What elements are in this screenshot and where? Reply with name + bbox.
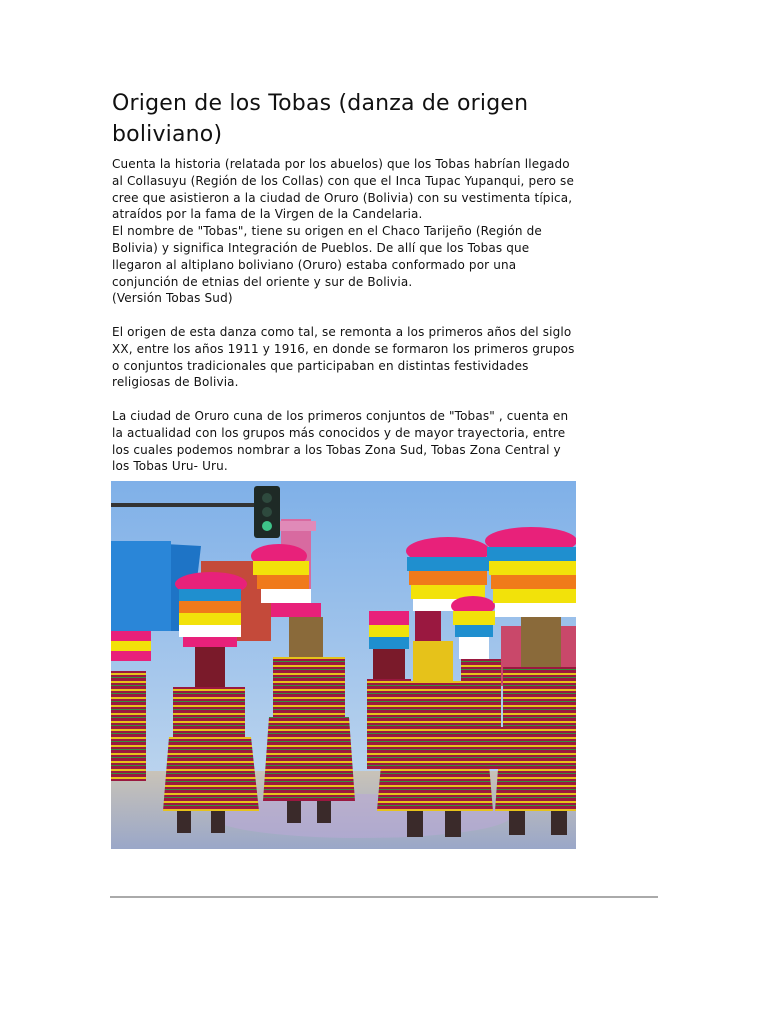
paragraph-history: Cuenta la historia (relatada por los abuelos) que los Tobas habrían llegado al Collasuyu (Región de los Collas) con que el Inca Tupac Yupanqui, pero se cree que asistieron a la ciudad de Oruro (Bolivia) con su vestimenta típica, atraídos por la fama de la Virgen de la Candelaria. xyxy=(112,157,574,222)
tobas-dancers-photo xyxy=(111,481,576,849)
paragraph-oruro-groups: La ciudad de Oruro cuna de los primeros conjuntos de "Tobas" , cuenta en la actualidad con los grupos más conocidos y de mayor trayectoria, entre los cuales podemos nombrar a los Tobas Zona Sud, Tobas Zona Central y los Tobas Uru- Uru. xyxy=(112,408,569,474)
page-title: Origen de los Tobas (danza de origen boliviano) xyxy=(112,91,529,147)
paragraph-dance-origin: El origen de esta danza como tal, se remonta a los primeros años del siglo XX, entre los años 1911 y 1916, en donde se formaron los primeros grupos o conjuntos tradicionales que participaban en distintas festividades religiosas de Bolivia. xyxy=(112,324,575,390)
document-body xyxy=(112,88,582,475)
horizontal-divider xyxy=(110,896,658,898)
paragraph-version: (Versión Tobas Sud) xyxy=(112,291,233,306)
paragraph-name-origin: El nombre de "Tobas", tiene su origen en el Chaco Tarijeño (Región de Bolivia) y significa Integración de Pueblos. De allí que los Tobas que llegaron al altiplano boliviano (Oruro) estaba conformado por una conjunción de etnias del oriente y sur de Bolivia. xyxy=(112,224,542,289)
